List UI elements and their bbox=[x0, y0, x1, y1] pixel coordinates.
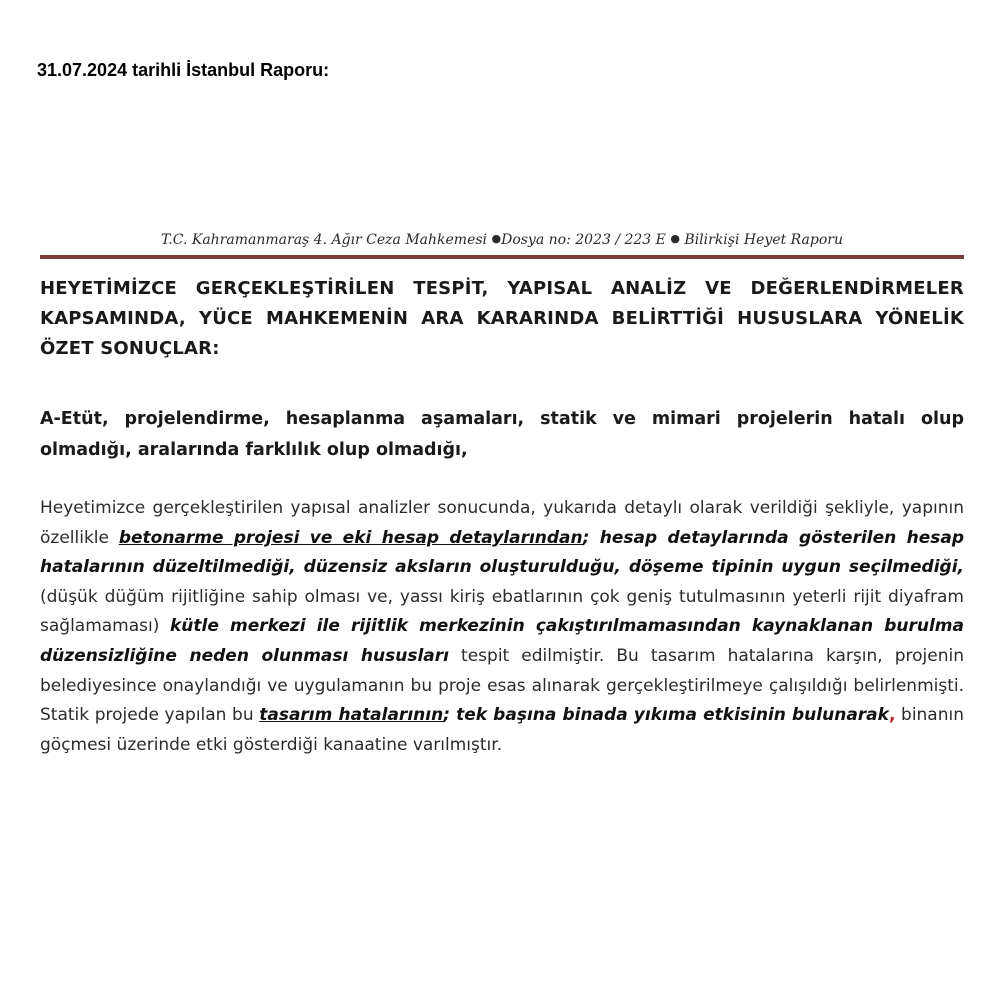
emphasis-underlined: tasarım hatalarının bbox=[259, 705, 444, 726]
court-name: T.C. Kahramanmaraş 4. Ağır Ceza Mahkemesi bbox=[161, 232, 488, 248]
page-caption: 31.07.2024 tarihli İstanbul Raporu: bbox=[37, 60, 330, 80]
emphasis-text: ; tek başına binada yıkıma etkisinin bulunarak bbox=[443, 705, 889, 726]
emphasis-text: ; hesap detaylarında gösterilen hesap hatalarının düzeltilmediği, düzensiz aksların oluşturulduğu, döşeme tipinin uygun seçilmediği, bbox=[40, 527, 964, 578]
file-number: Dosya no: 2023 / 223 E bbox=[501, 232, 666, 248]
emphasis-underlined: betonarme projesi ve eki hesap detaylarından bbox=[118, 527, 583, 548]
report-type: Bilirkişi Heyet Raporu bbox=[684, 232, 843, 248]
separator-dot: ● bbox=[491, 232, 502, 245]
report-running-header bbox=[40, 232, 964, 248]
red-comma: , bbox=[888, 705, 896, 726]
findings-paragraph bbox=[40, 494, 964, 760]
separator-dot: ● bbox=[670, 232, 680, 245]
header-divider bbox=[40, 255, 964, 259]
paragraph-text: Heyetimizce gerçekleştirilen yapısal analizler sonucunda, yukarıda detaylı olarak verildiği şekliyle, yapının özellikle bbox=[40, 498, 964, 548]
paragraph-text: binanın göçmesi üzerinde etki gösterdiği kanaatine varılmıştır. bbox=[40, 705, 965, 755]
paragraph-text: (düşük düğüm rijitliğine sahip olması ve, yassı kiriş ebatlarının çok geniş tutulmasının yeterli rijit diyafram sağlamaması) bbox=[40, 586, 964, 637]
emphasis-text: kütle merkezi ile rijitlik merkezinin çakıştırılmamasından kaynaklanan burulma düzensizliğine neden olunması hususları bbox=[40, 616, 964, 666]
summary-title: HEYETİMİZCE GERÇEKLEŞTİRİLEN TESPİT, YAPISAL ANALİZ VE DEĞERLENDİRMELER KAPSAMINDA, YÜCE MAHKEMENİN ARA KARARINDA BELİRTTİĞİ HUSUSLARA YÖNELİK ÖZET SONUÇLAR: bbox=[40, 278, 964, 359]
paragraph-text: tespit edilmiştir. Bu tasarım hatalarına karşın, projenin belediyesince onaylandığı ve uygulamanın bu proje esas alınarak gerçekleştirilmeye çalışıldığı belirlenmişti. Statik projede yapılan bu bbox=[40, 645, 964, 726]
section-a-heading: A-Etüt, projelendirme, hesaplanma aşamaları, statik ve mimari projelerin hatalı olup olmadığı, aralarında farklılık olup olmadığı, bbox=[40, 409, 964, 460]
